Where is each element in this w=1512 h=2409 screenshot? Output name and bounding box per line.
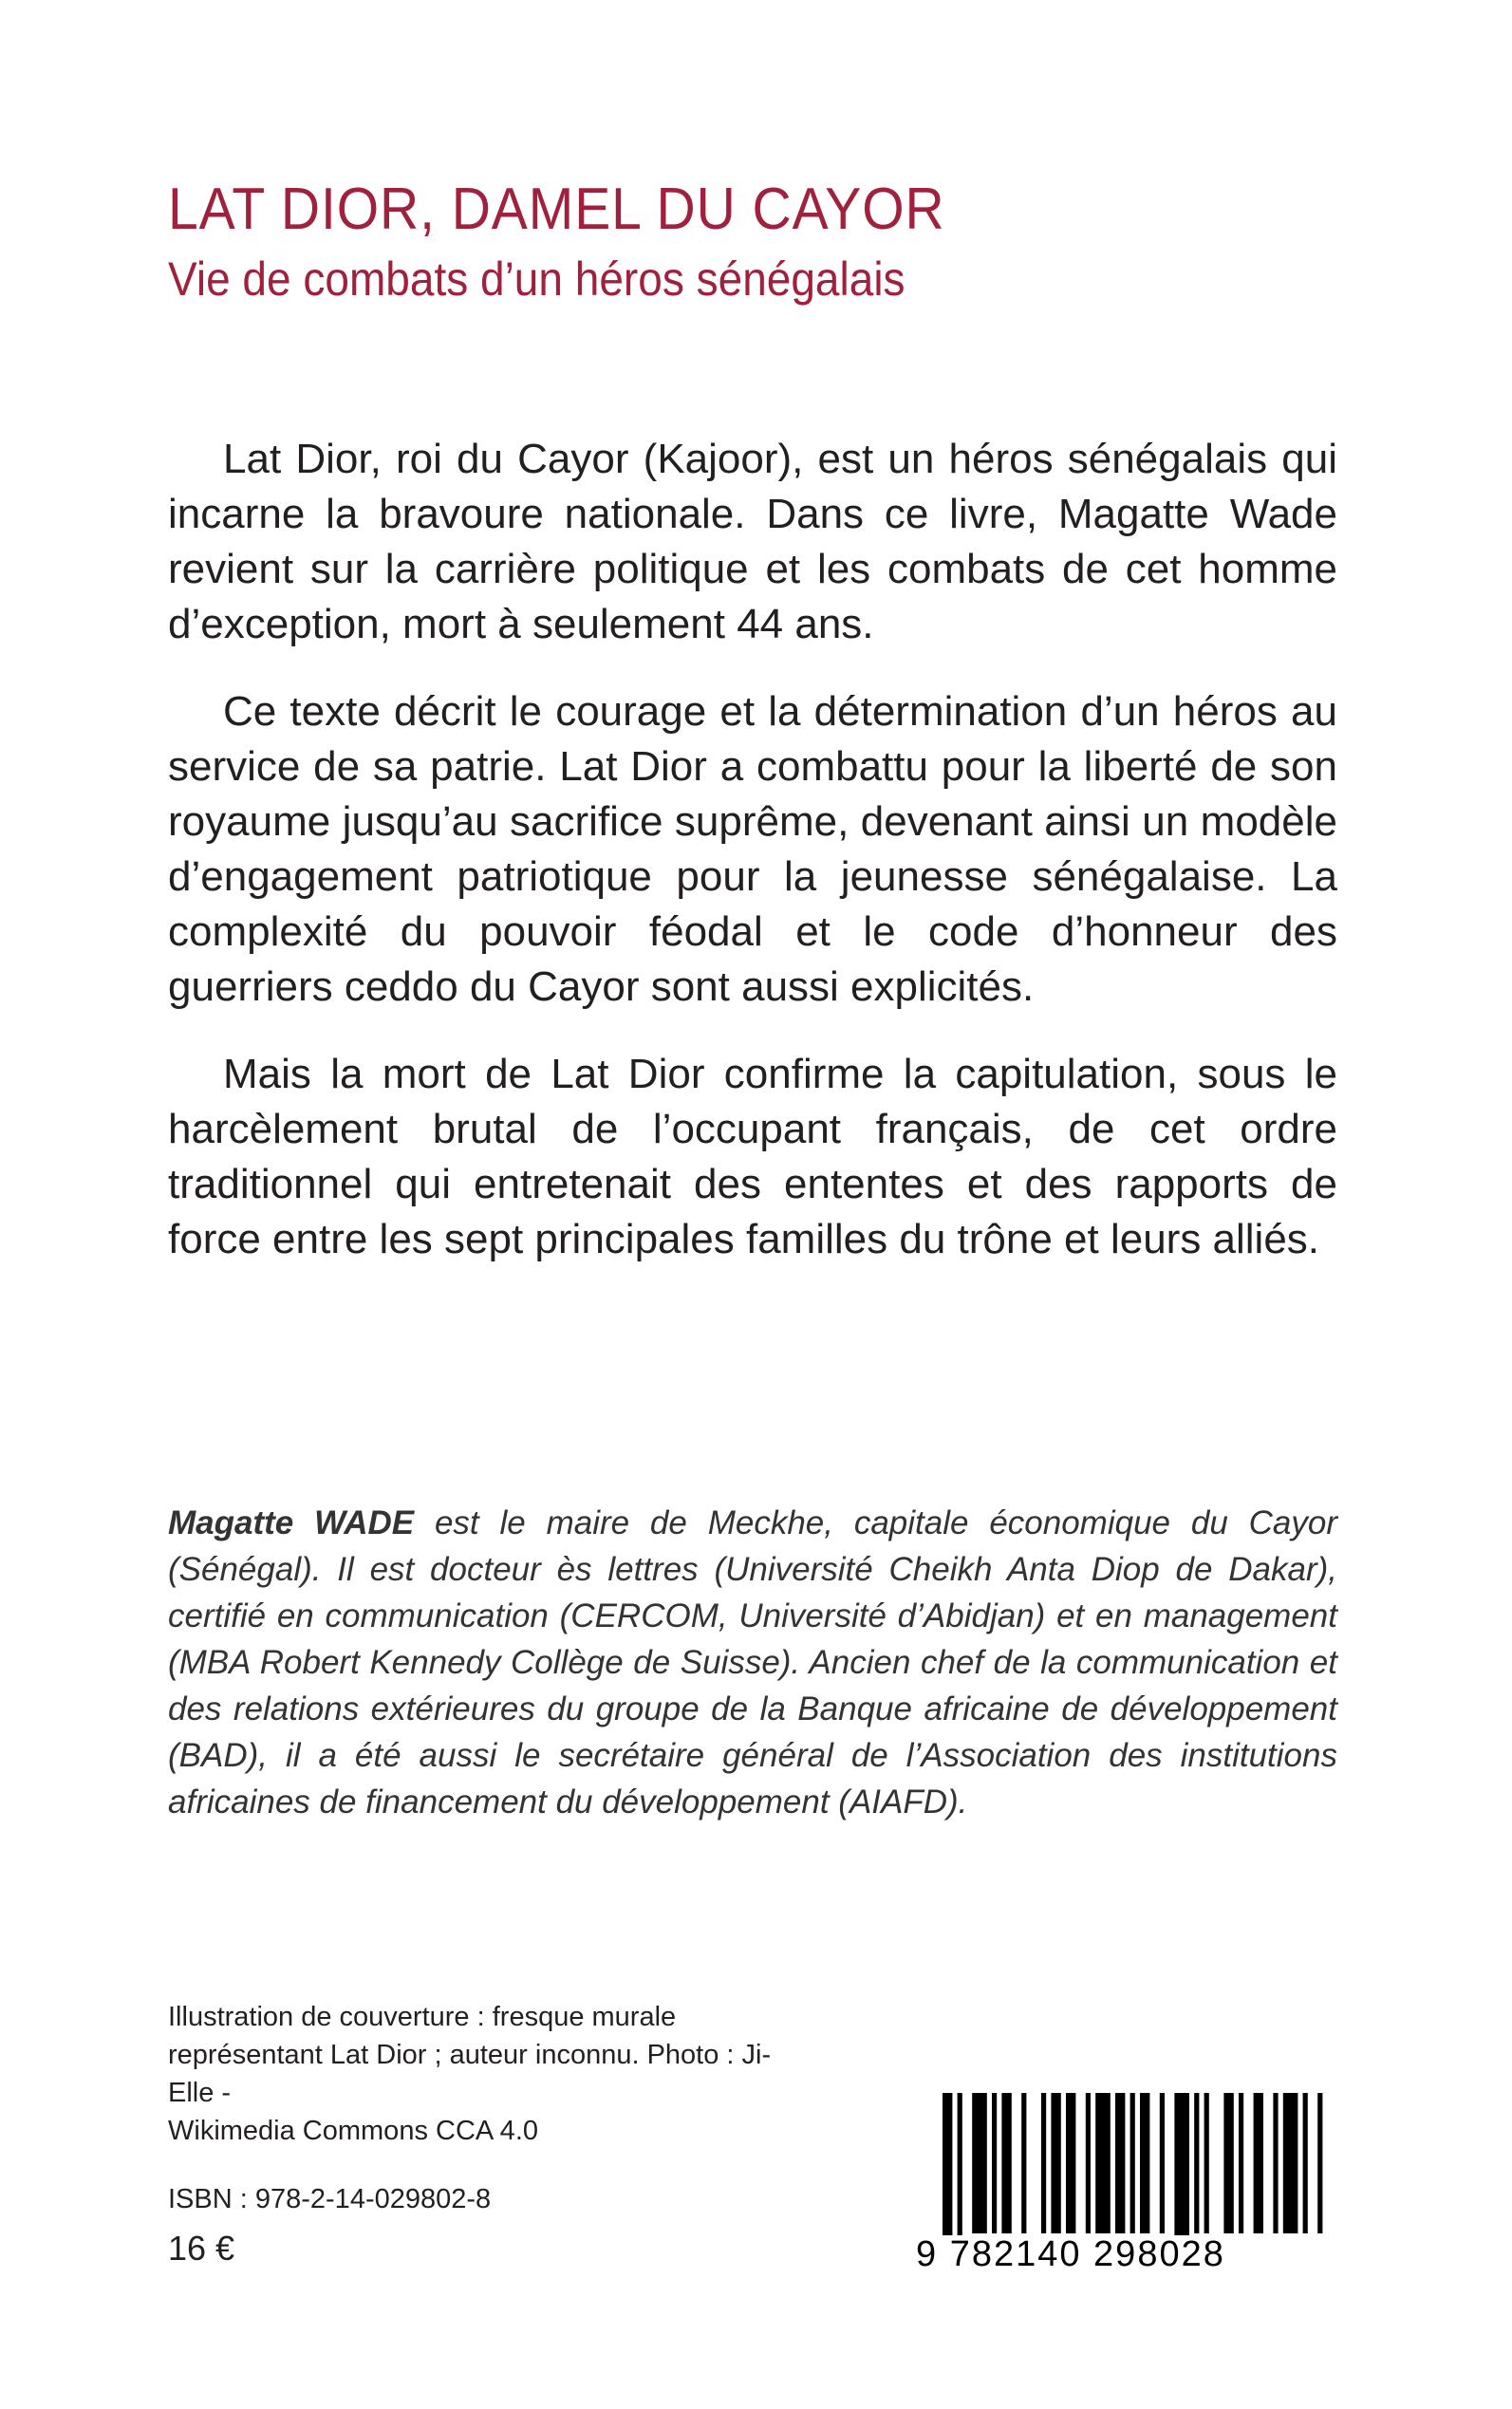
barcode-bar: [1115, 2093, 1125, 2233]
barcode-bar: [1317, 2093, 1322, 2233]
cover-credit: [168, 1998, 794, 2150]
barcode-bar: [1254, 2093, 1263, 2233]
barcode: [916, 2093, 1324, 2273]
cover-credit-line: représentant Lat Dior ; auteur inconnu. Photo : Ji-Elle -: [168, 2040, 772, 2108]
summary-paragraph: Lat Dior, roi du Cayor (Kajoor), est un héros sénégalais qui incarne la bravoure nationale. Dans ce livre, Magatte Wade revient sur la carrière politique et les combats de cet homme d’exception, mort à seulement 44 ans.: [168, 436, 1337, 647]
barcode-bar: [1130, 2093, 1135, 2233]
barcode-bars: [916, 2093, 1324, 2235]
title-block: [168, 178, 1354, 309]
barcode-bar: [1066, 2093, 1075, 2233]
isbn: ISBN : 978-2-14-029802-8: [168, 2184, 492, 2214]
barcode-bar: [958, 2093, 962, 2235]
barcode-bar: [1160, 2093, 1165, 2233]
barcode-bar: [1303, 2093, 1308, 2233]
summary-paragraph: Mais la mort de Lat Dior confirme la capitulation, sous le harcèlement brutal de l’occupant français, de cet ordre traditionnel qui entretenait des ententes et des rapports de force entre les sept principales familles du trône et leurs alliés.: [168, 1051, 1337, 1262]
barcode-bar: [1204, 2093, 1209, 2233]
barcode-bar: [1095, 2093, 1111, 2233]
barcode-digits: 9 782140 298028: [916, 2234, 1225, 2274]
barcode-bar: [943, 2093, 952, 2235]
author-name: Magatte WADE: [168, 1504, 415, 1541]
barcode-bar: [1194, 2093, 1199, 2233]
barcode-bar: [992, 2093, 997, 2233]
barcode-bar: [972, 2093, 987, 2233]
barcode-bar: [1051, 2093, 1060, 2233]
author-bio-text: est le maire de Meckhe, capitale économique du Cayor (Sénégal). Il est docteur ès lettres (Université Cheikh Anta Diop de Dakar), certifié en communication (CERCOM, Université d’Abidjan) et en management (MBA Robert Kennedy Collège de Suisse). Ancien chef de la communication et des relations extérieures du groupe de la Banque africaine de développement (BAD), il a été aussi le secrétaire général de l’Association des institutions africaines de financement du développement (AIAFD).: [168, 1504, 1337, 1821]
cover-credit-line: Illustration de couverture : fresque murale: [168, 2002, 677, 2032]
barcode-bar: [1086, 2093, 1091, 2233]
barcode-bar: [1021, 2093, 1026, 2233]
barcode-bar: [1283, 2093, 1298, 2233]
barcode-bar: [1223, 2093, 1233, 2233]
summary-paragraph: Ce texte décrit le courage et la détermination d’un héros au service de sa patrie. Lat Dior a combattu pour la liberté de son royaume jusqu’au sacrifice suprême, devenant ainsi un modèle d’engagement patriotique pour la jeunesse sénégalaise. La complexité du pouvoir féodal et le code d’honneur des guerriers ceddo du Cayor sont aussi explicités.: [168, 688, 1337, 1010]
book-summary: [168, 432, 1337, 1299]
barcode-bar: [1001, 2093, 1011, 2233]
price: 16 €: [168, 2229, 235, 2268]
cover-credit-line: Wikimedia Commons CCA 4.0: [168, 2116, 538, 2146]
barcode-bar: [1174, 2093, 1189, 2235]
barcode-bar: [1273, 2093, 1278, 2233]
barcode-bar: [1239, 2093, 1243, 2233]
barcode-bar: [1140, 2093, 1149, 2233]
barcode-bar: [1041, 2093, 1046, 2233]
book-title: LAT DIOR, DAMEL DU CAYOR: [168, 177, 945, 242]
book-subtitle: Vie de combats d’un héros sénégalais: [168, 252, 905, 306]
author-bio: [168, 1500, 1337, 1825]
